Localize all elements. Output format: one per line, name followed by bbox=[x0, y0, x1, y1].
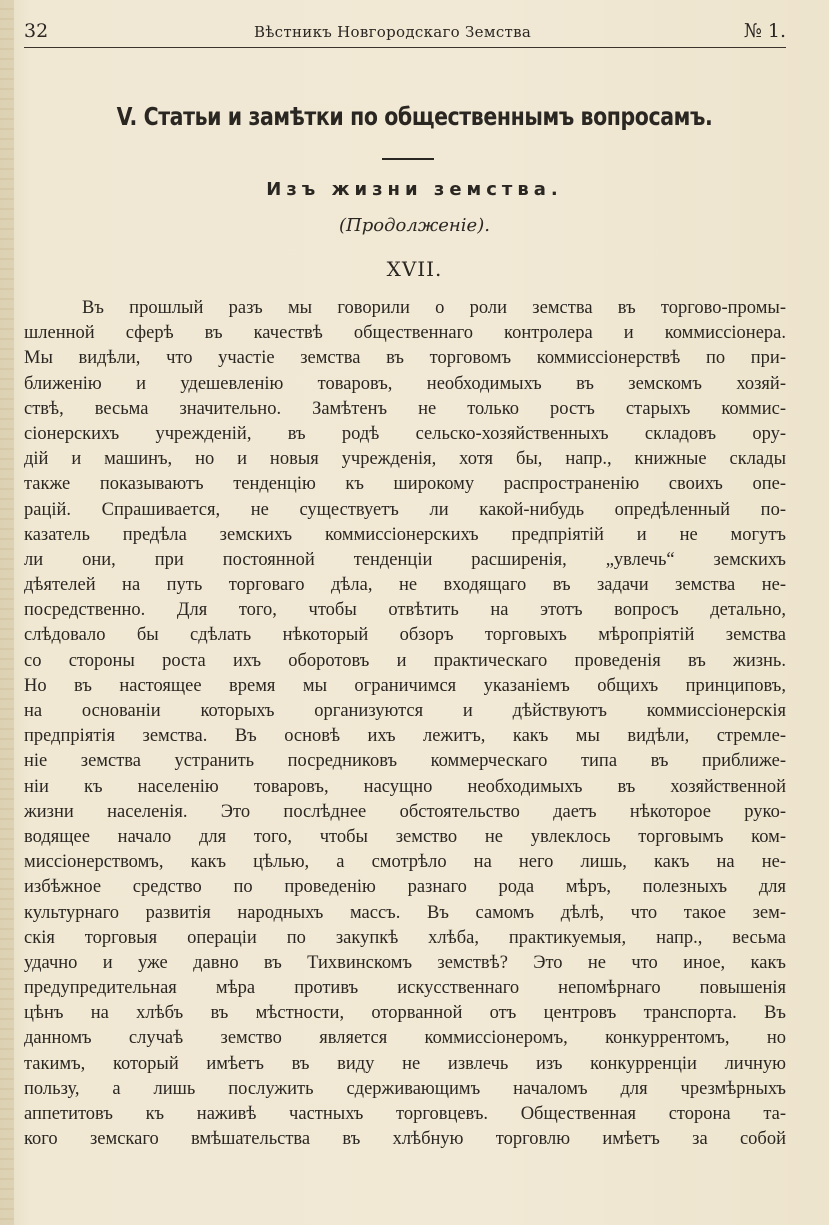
body-line: культурнаго развитія народныхъ массъ. Въ самомъ дѣлѣ, что такое зем- bbox=[24, 902, 786, 923]
page-number: 32 bbox=[24, 20, 49, 42]
title-rule bbox=[382, 158, 434, 160]
body-line: дій и машинъ, но и новыя учрежденія, хотя бы, напр., книжные склады bbox=[24, 449, 786, 470]
body-line: такимъ, который имѣетъ въ виду не извлечь изъ конкурренціи личную bbox=[24, 1053, 786, 1074]
body-line: ніи къ населенію товаровъ, насущно необходимыхъ въ хозяйственной bbox=[24, 776, 786, 797]
body-line: скія торговыя операціи по закупкѣ хлѣба, практикуемыя, напр., весьма bbox=[24, 927, 786, 948]
body-line: водящее начало для того, чтобы земство не увлеклось торговымъ ком- bbox=[24, 826, 786, 847]
body-line: аппетитовъ къ наживѣ частныхъ торговцевъ. Общественная сторона та- bbox=[24, 1104, 786, 1124]
body-line: со стороны роста ихъ оборотовъ и практическаго проведенія въ жизнь. bbox=[24, 650, 786, 671]
body-line: предупредительная мѣра противъ искусственнаго непомѣрнаго повышенія bbox=[24, 978, 786, 999]
issue-number: № 1. bbox=[743, 20, 786, 42]
article-title: Изъ жизни земства. bbox=[266, 179, 563, 200]
body-line: ближенію и удешевленію товаровъ, необходимыхъ въ земскомъ хозяй- bbox=[24, 373, 786, 394]
body-line: избѣжное средство по проведенію разнаго рода мѣръ, полезныхъ для bbox=[24, 877, 786, 898]
body-line: шленной сферѣ въ качествѣ общественнаго контролера и коммиссіонера. bbox=[24, 323, 786, 344]
body-line: ніе земства устранить посредниковъ коммерческаго типа въ приближе- bbox=[24, 751, 786, 772]
body-line: жизни населенія. Это послѣднее обстоятельство даетъ нѣкоторое руко- bbox=[24, 801, 786, 822]
body-line: кого земскаго вмѣшательства въ хлѣбную торговлю имѣетъ за собой bbox=[24, 1129, 786, 1150]
body-line: слѣдовало бы сдѣлать нѣкоторый обзоръ торговыхъ мѣропріятій земства bbox=[24, 625, 786, 646]
header-rule bbox=[24, 47, 786, 48]
body-line: казатель предѣла земскихъ коммиссіонерскихъ предпріятій и не могутъ bbox=[24, 524, 786, 545]
section-title: V. Статьи и замѣтки по общественнымъ вопросамъ. bbox=[116, 102, 713, 131]
body-line: ли они, при постоянной тенденціи расширенія, „увлечь“ земскихъ bbox=[24, 549, 786, 570]
body-line: пользу, а лишь послужить сдерживающимъ началомъ для чрезмѣрныхъ bbox=[24, 1078, 786, 1099]
body-line: сіонерскихъ учрежденій, въ родѣ сельско-хозяйственныхъ складовъ ору- bbox=[24, 423, 786, 444]
journal-title: Вѣстникъ Новгородскаго Земства bbox=[254, 23, 532, 41]
body-line: Мы видѣли, что участіе земства въ торговомъ коммиссіонерствѣ по при- bbox=[24, 348, 786, 369]
body-line: посредственно. Для того, чтобы отвѣтить на этотъ вопросъ детально, bbox=[24, 600, 786, 621]
continuation-note: (Продолженіе). bbox=[339, 215, 490, 236]
body-line: ствѣ, весьма значительно. Замѣтенъ не только ростъ старыхъ коммис- bbox=[24, 398, 786, 419]
body-line: цѣнъ на хлѣбъ въ мѣстности, оторванной отъ центровъ транспорта. Въ bbox=[24, 1003, 786, 1024]
body-line: дѣятелей на путь торговаго дѣла, не входящаго въ задачи земства не- bbox=[24, 575, 786, 596]
body-line: Въ прошлый разъ мы говорили о роли земства въ торгово-промы- bbox=[82, 298, 786, 318]
running-header bbox=[24, 20, 786, 50]
chapter-number: XVII. bbox=[386, 257, 443, 281]
body-line: предпріятія земства. Въ основѣ ихъ лежитъ, какъ мы видѣли, стремле- bbox=[24, 726, 786, 747]
body-line: рацій. Спрашивается, не существуетъ ли какой-нибудь опредѣленный по- bbox=[24, 499, 786, 520]
body-line: также показываютъ тенденцію къ широкому распространенію своихъ опе- bbox=[24, 474, 786, 495]
body-line: на основаніи которыхъ организуются и дѣйствуютъ коммиссіонерскія bbox=[24, 701, 786, 721]
article-body bbox=[24, 296, 786, 1152]
body-line: удачно и уже давно въ Тихвинскомъ земствѣ? Это не что иное, какъ bbox=[24, 952, 786, 973]
body-line: данномъ случаѣ земство является коммиссіонеромъ, конкуррентомъ, но bbox=[24, 1028, 786, 1049]
body-line: миссіонерствомъ, какъ цѣлью, а смотрѣло на него лишь, какъ на не- bbox=[24, 852, 786, 873]
body-line: Но въ настоящее время мы ограничимся указаніемъ общихъ принциповъ, bbox=[24, 675, 786, 696]
